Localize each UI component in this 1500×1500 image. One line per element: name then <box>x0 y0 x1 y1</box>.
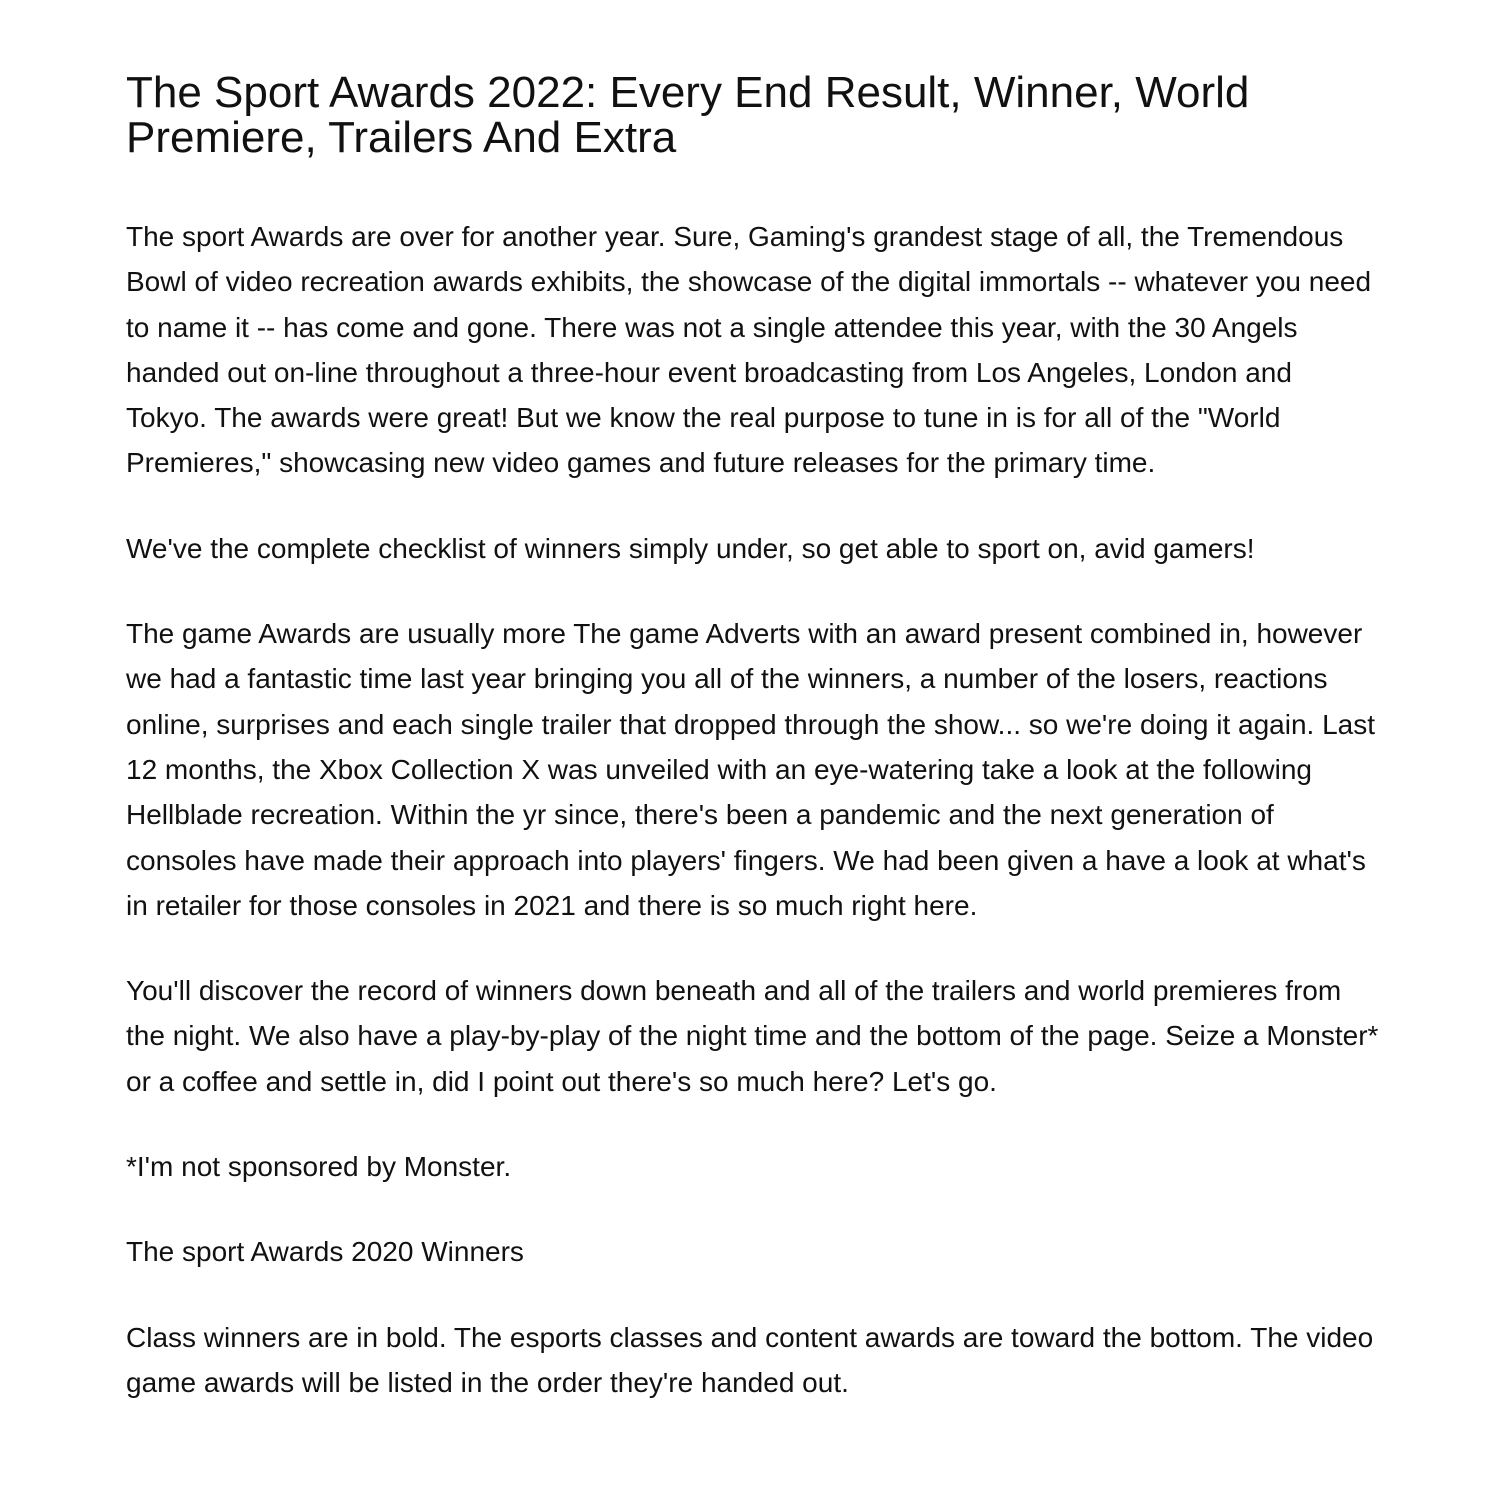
paragraph-game-adverts: The game Awards are usually more The game Adverts with an award present combined in, however we had a fantastic time last year bringing you all of the winners, a number of the losers, reactions online, surprises and each single trailer that dropped through the show... so we're doing it again. Last 12 months, the Xbox Collection X was unveiled with an eye-watering take a look at the following Hellblade recreation. Within the yr since, there's been a pandemic and the next generation of consoles have made their approach into players' fingers. We had been given a have a look at what's in retailer for those consoles in 2021 and there is so much right here. <box>126 618 1376 921</box>
paragraph-winners-heading: The sport Awards 2020 Winners <box>126 1236 524 1268</box>
paragraph-intro: The sport Awards are over for another year. Sure, Gaming's grandest stage of all, the Tremendous Bowl of video recreation awards exhibits, the showcase of the digital immortals -- whatever you need to name it -- has come and gone. There was not a single attendee this year, with the 30 Angels handed out on-line throughout a three-hour event broadcasting from Los Angeles, London and Tokyo. The awards were great! But we know the real purpose to tune in is for all of the "World Premieres," showcasing new video games and future releases for the primary time. <box>126 221 1372 479</box>
paragraph-class-winners: Class winners are in bold. The esports classes and content awards are toward the bottom. The video game awards will be listed in the order they're handed out. <box>126 1321 1374 1398</box>
paragraph-winners-checklist: We've the complete checklist of winners simply under, so get able to sport on, avid gamers! <box>126 532 1255 564</box>
paragraph-record-of-winners: You'll discover the record of winners down beneath and all of the trailers and world premieres from the night. We also have a play-by-play of the night time and the bottom of the page. Seize a Monster* or a coffee and settle in, did I point out there's so much here? Let's go. <box>126 975 1379 1097</box>
document-title: The Sport Awards 2022: Every End Result, Winner, World Premiere, Trailers And Extra <box>126 68 1250 162</box>
paragraph-sponsor-note: *I'm not sponsored by Monster. <box>126 1151 512 1183</box>
